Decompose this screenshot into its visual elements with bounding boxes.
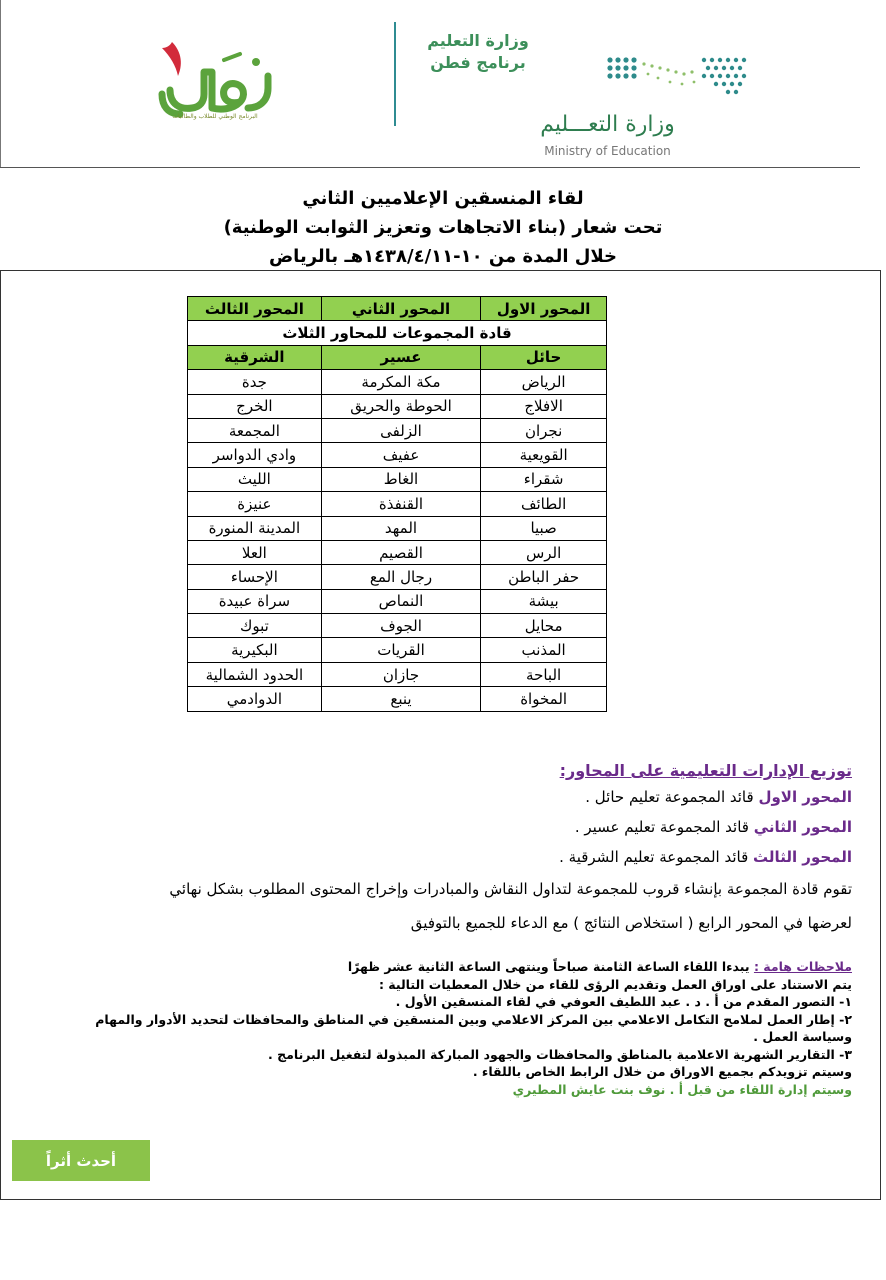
important-notes [40, 958, 852, 1098]
document-slogan: تحت شعار (بناء الاتجاهات وتعزيز الثوابت الوطنية) [223, 217, 663, 238]
table-cell: الحدود الشمالية [188, 662, 322, 686]
table-row [188, 394, 607, 418]
axis-header: المحور الاول [481, 297, 607, 321]
header-left-border [0, 0, 1, 168]
table-cell: البكيرية [188, 638, 322, 662]
table-cell: الإحساء [188, 565, 322, 589]
table-row [188, 614, 607, 638]
table-cell: المخواة [481, 687, 607, 711]
table-cell: سراة عبيدة [188, 589, 322, 613]
make-impact-button[interactable]: أحدث أثراً [12, 1140, 150, 1181]
table-cell: القريات [321, 638, 481, 662]
axis-label: المحور الثالث [753, 848, 852, 866]
table-cell: القصيم [321, 540, 481, 564]
table-cell: حفر الباطن [481, 565, 607, 589]
table-cell: الزلفى [321, 418, 481, 442]
axis-label: المحور الاول [758, 788, 852, 806]
notes-line: يتم الاستناد على اوراق العمل وتقديم الرؤى للقاء من خلال المعطيات التالية : [378, 976, 852, 992]
table-cell: وادي الدواسر [188, 443, 322, 467]
table-cell: مكة المكرمة [321, 370, 481, 394]
distribution-paragraph-line: تقوم قادة المجموعة بإنشاء قروب للمجموعة لتداول النقاش والمبادرات وإخراج المحتوى المطلوب بشكل نهائي [169, 880, 852, 898]
program-name: برنامج فطن [430, 53, 526, 72]
axis-header: المحور الثاني [321, 297, 481, 321]
distribution-item [20, 782, 852, 812]
ministry-name: وزارة التعليم [427, 31, 529, 50]
group-leader: عسير [321, 345, 481, 369]
ministry-arabic-wordmark: وزارة التعـــليم [540, 112, 675, 137]
table-cell: الرس [481, 540, 607, 564]
table-cell: المدينة المنورة [188, 516, 322, 540]
axis-header: المحور الثالث [188, 297, 322, 321]
table-cell: الطائف [481, 492, 607, 516]
table-cell: المجمعة [188, 418, 322, 442]
leaders-title: قادة المجموعات للمحاور الثلاث [188, 321, 607, 345]
table-cell: محايل [481, 614, 607, 638]
ministry-english-wordmark: Ministry of Education [544, 144, 671, 158]
notes-line: وسيتم تزويدكم بجميع الاوراق من خلال الرابط الخاص باللقاء . [472, 1064, 852, 1079]
table-cell: القنفذة [321, 492, 481, 516]
table-cell: الافلاج [481, 394, 607, 418]
table-row [188, 662, 607, 686]
notes-label: ملاحظات هامة : [753, 959, 852, 974]
document-titles [0, 184, 886, 271]
table-row [188, 565, 607, 589]
table-row [188, 540, 607, 564]
table-cell: الليث [188, 467, 322, 491]
table-row [188, 418, 607, 442]
table-row [188, 516, 607, 540]
notes-first-line [40, 958, 852, 976]
leaders-row [188, 345, 607, 369]
distribution-paragraph-line: لعرضها في المحور الرابع ( استخلاص النتائج ) مع الدعاء للجميع بالتوفيق [410, 914, 852, 932]
table-cell: عفيف [321, 443, 481, 467]
table-cell: جدة [188, 370, 322, 394]
table-cell: تبوك [188, 614, 322, 638]
axis-description: قائد المجموعة تعليم الشرقية . [559, 848, 754, 866]
table-cell: عنيزة [188, 492, 322, 516]
axis-description: قائد المجموعة تعليم عسير . [574, 818, 754, 836]
table-row [188, 443, 607, 467]
table-cell: الخرج [188, 394, 322, 418]
document-title: لقاء المنسقين الإعلاميين الثاني [302, 188, 584, 209]
header-divider [394, 22, 396, 126]
group-leader: الشرقية [188, 345, 322, 369]
group-leader: حائل [481, 345, 607, 369]
table-cell: الرياض [481, 370, 607, 394]
table-cell: المهد [321, 516, 481, 540]
table-cell: نجران [481, 418, 607, 442]
table-cell: جازان [321, 662, 481, 686]
table-cell: رجال المع [321, 565, 481, 589]
notes-line: ٢- إطار العمل لملامح التكامل الاعلامي بين المركز الاعلامي وبين المنسقين في المناطق والمحافظات لتحديد الأدوار والمهام [95, 1011, 852, 1027]
table-cell: العلا [188, 540, 322, 564]
table-row [188, 467, 607, 491]
header-bottom-divider [0, 167, 860, 168]
fatin-subtitle: البرنامج الوطني للطلاب والطالبات [172, 113, 258, 120]
table-cell: ينبع [321, 687, 481, 711]
notes-timing: يبدءا اللقاء الساعة الثامنة صباحاً وينتهى الساعة الثانية عشر ظهرًا [347, 959, 754, 974]
distribution-heading: توزيع الإدارات التعليمية على المحاور: [559, 761, 852, 780]
table-cell: بيشة [481, 589, 607, 613]
table-row [188, 370, 607, 394]
table-cell: الدوادمي [188, 687, 322, 711]
table-cell: صبيا [481, 516, 607, 540]
table-row [188, 589, 607, 613]
table-cell: النماص [321, 589, 481, 613]
axis-description: قائد المجموعة تعليم حائل . [585, 788, 759, 806]
axes-header-row [188, 297, 607, 321]
notes-moderator-line: وسيتم إدارة اللقاء من قبل أ . نوف بنت عايش المطيري [512, 1081, 852, 1097]
document-dates: خلال المدة من ١٠-١٤٣٨/٤/١١هـ بالرياض [268, 246, 618, 267]
table-row [188, 687, 607, 711]
table-cell: الحوطة والحريق [321, 394, 481, 418]
distribution-item [20, 842, 852, 872]
table-row [188, 638, 607, 662]
leaders-title-row [188, 321, 607, 345]
groups-table [187, 296, 607, 712]
table-cell: المذنب [481, 638, 607, 662]
notes-line: ٣- التقارير الشهرية الاعلامية بالمناطق والمحافظات والجهود المباركة المبذولة لتفغيل البرنامج . [268, 1046, 852, 1062]
distribution-section [20, 760, 852, 940]
table-cell: القويعية [481, 443, 607, 467]
page-header [0, 0, 886, 170]
ministry-of-education-logo [600, 52, 750, 102]
table-cell: الباحة [481, 662, 607, 686]
table-row [188, 492, 607, 516]
distribution-item [20, 812, 852, 842]
table-cell: شقراء [481, 467, 607, 491]
axis-label: المحور الثاني [753, 818, 852, 836]
program-title-block [418, 30, 538, 74]
table-cell: الغاط [321, 467, 481, 491]
notes-line: وسياسة العمل . [753, 1029, 852, 1044]
table-cell: الجوف [321, 614, 481, 638]
notes-line: ١- التصور المقدم من أ . د . عبد اللطيف العوفي في لقاء المنسقين الأول . [395, 994, 852, 1009]
